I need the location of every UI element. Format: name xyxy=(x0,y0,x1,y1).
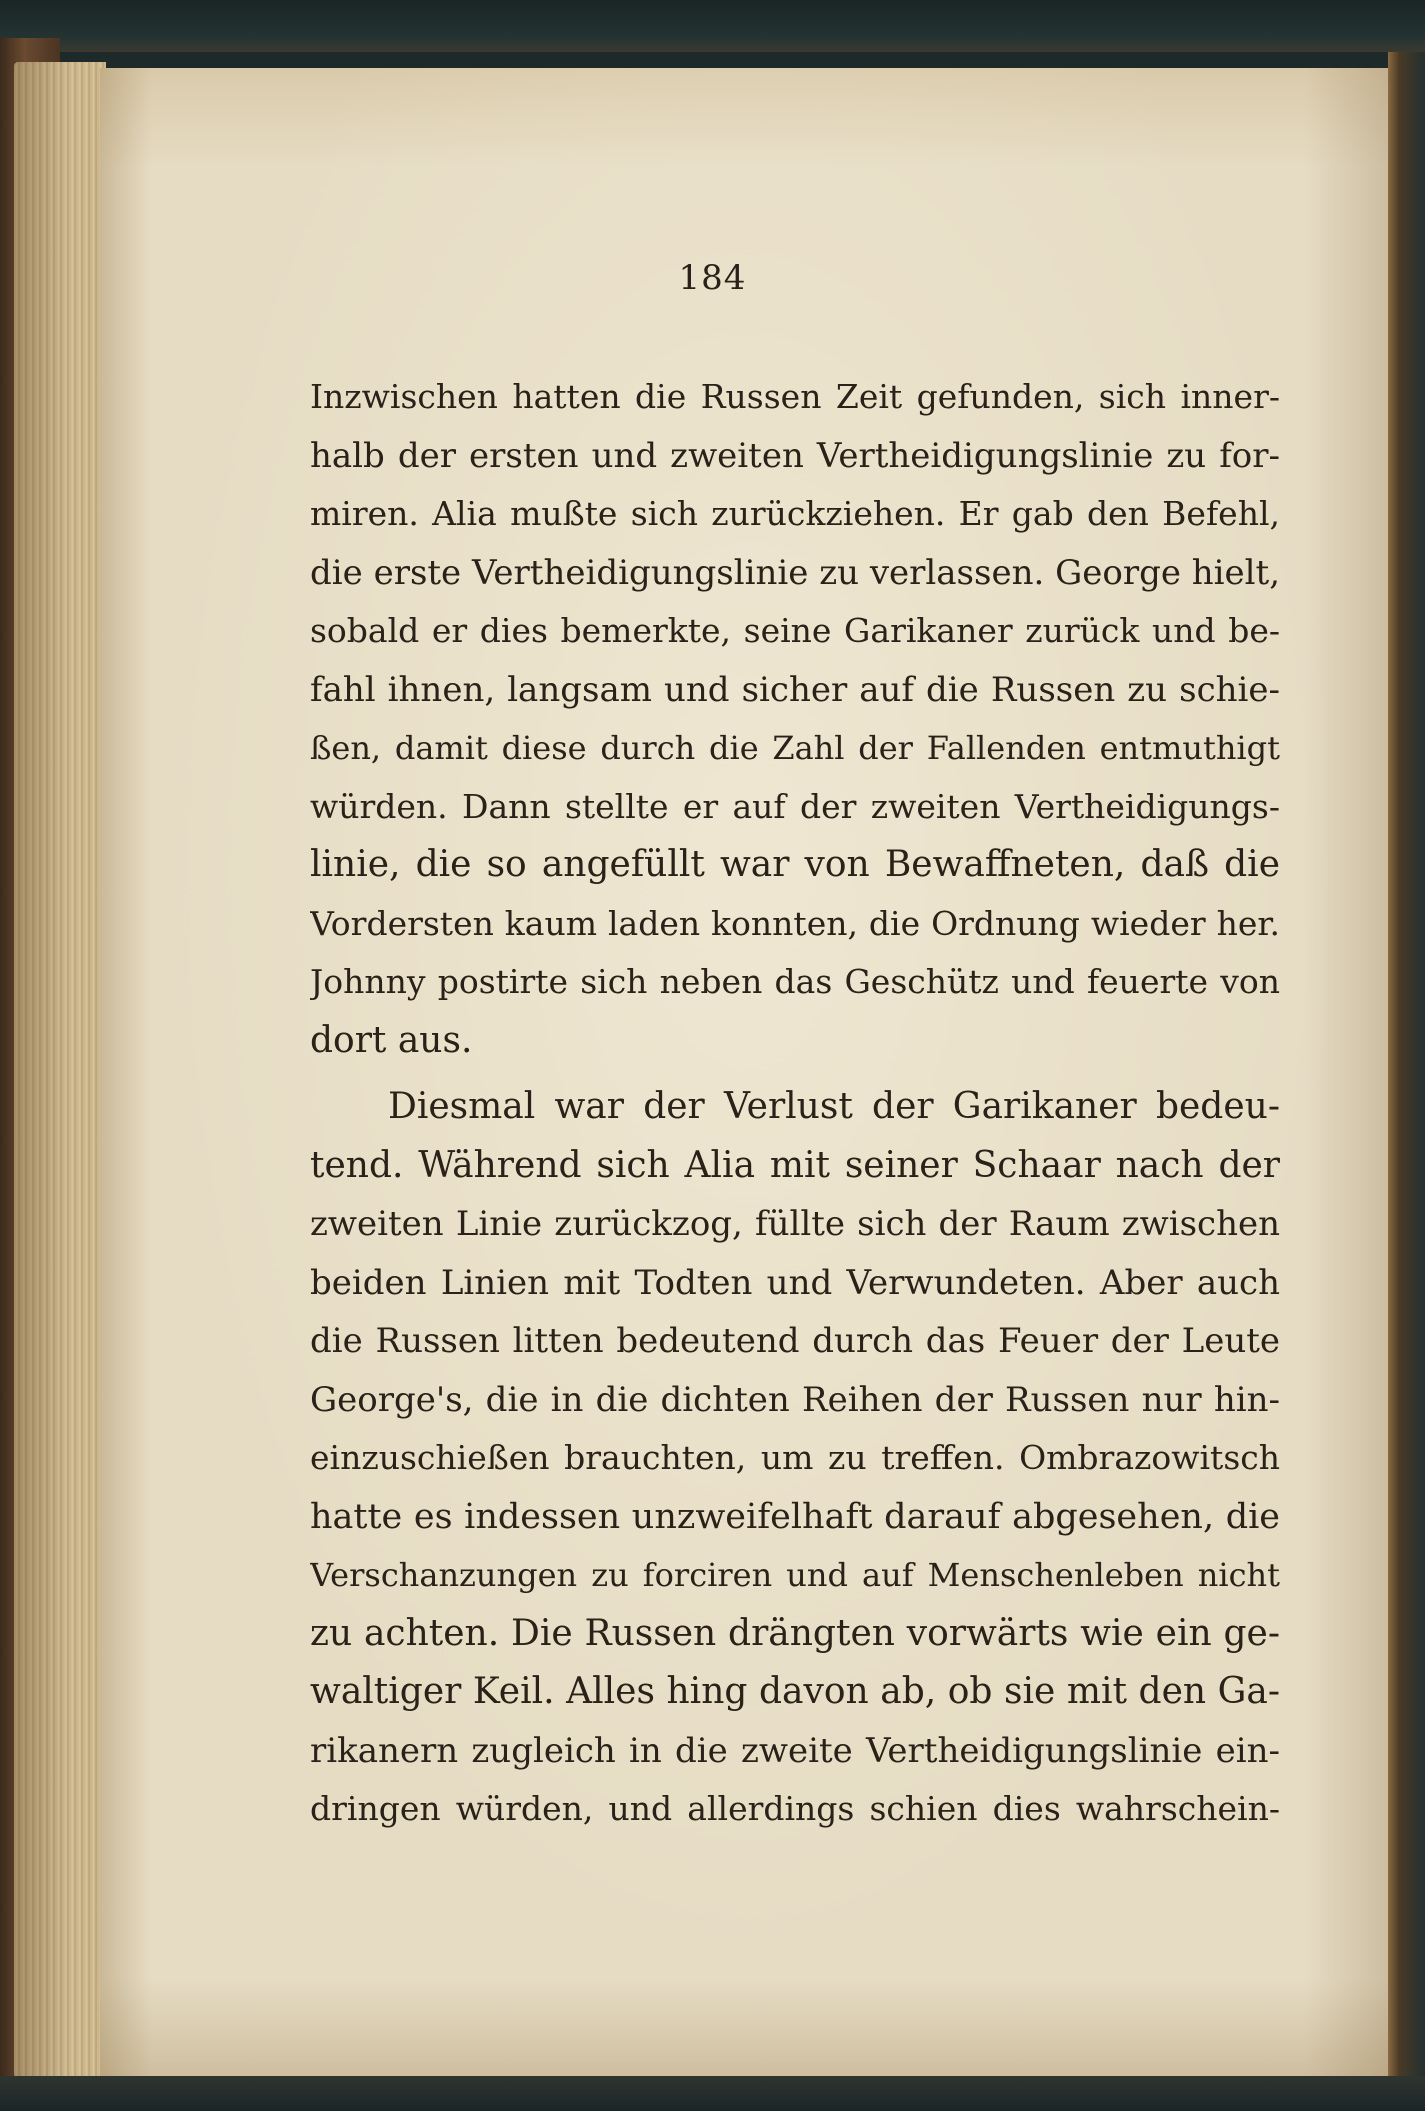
text-line: die Russen litten bedeutend durch das Feuer der Leute xyxy=(310,1321,1280,1361)
paragraph xyxy=(310,368,1280,1070)
text-line: Diesmal war der Verlust der Garikaner bedeu- xyxy=(388,1086,1280,1127)
text-line: dort aus. xyxy=(310,1019,473,1061)
text-line: tend. Während sich Alia mit seiner Schaar nach der xyxy=(310,1144,1280,1186)
text-line: ßen, damit diese durch die Zahl der Fallenden entmuthigt xyxy=(310,729,1280,767)
text-line: halb der ersten und zweiten Vertheidigungslinie zu for- xyxy=(310,435,1280,476)
page-stack-edges xyxy=(14,62,106,2078)
paragraph xyxy=(310,1078,1280,1839)
page-number: 184 xyxy=(678,258,747,298)
text-line: rikanern zugleich in die zweite Vertheidigungslinie ein- xyxy=(310,1730,1280,1771)
text-line: fahl ihnen, langsam und sicher auf die Russen zu schie- xyxy=(310,669,1280,710)
text-line: beiden Linien mit Todten und Verwundeten. Aber auch xyxy=(310,1262,1280,1303)
text-line: Johnny postirte sich neben das Geschütz und feuerte von xyxy=(310,962,1280,1001)
text-line: würden. Dann stellte er auf der zweiten Vertheidigungs- xyxy=(310,786,1280,826)
text-line: linie, die so angefüllt war von Bewaffneten, daß die xyxy=(310,844,1280,885)
text-line: waltiger Keil. Alles hing davon ab, ob sie mit den Ga- xyxy=(310,1671,1280,1712)
body-text xyxy=(310,368,1280,1839)
text-line: zu achten. Die Russen drängten vorwärts wie ein ge- xyxy=(310,1612,1280,1654)
scan-background-top xyxy=(0,0,1425,52)
text-line: zweiten Linie zurückzog, füllte sich der Raum zwischen xyxy=(310,1204,1280,1244)
text-line: dringen würden, und allerdings schien dies wahrschein- xyxy=(310,1789,1280,1828)
text-line: sobald er dies bemerkte, seine Garikaner zurück und be- xyxy=(310,611,1280,650)
text-line: George's, die in die dichten Reihen der Russen nur hin- xyxy=(310,1379,1280,1420)
text-line: Vordersten kaum laden konnten, die Ordnung wieder her. xyxy=(310,903,1280,943)
book-gutter-shadow xyxy=(1388,52,1425,2111)
text-line: Verschanzungen zu forciren und auf Menschenleben nicht xyxy=(310,1556,1280,1594)
paragraph-gap xyxy=(310,1070,1280,1078)
text-line: hatte es indessen unzweifelhaft darauf abgesehen, die xyxy=(310,1496,1280,1537)
text-line: die erste Vertheidigungslinie zu verlassen. George hielt, xyxy=(310,552,1280,593)
text-line: miren. Alia mußte sich zurückziehen. Er gab den Befehl, xyxy=(310,494,1280,533)
scan-background-bottom xyxy=(0,2076,1425,2111)
text-line: Inzwischen hatten die Russen Zeit gefunden, sich inner- xyxy=(310,377,1280,416)
text-line: einzuschießen brauchten, um zu treffen. Ombrazowitsch xyxy=(310,1438,1280,1477)
